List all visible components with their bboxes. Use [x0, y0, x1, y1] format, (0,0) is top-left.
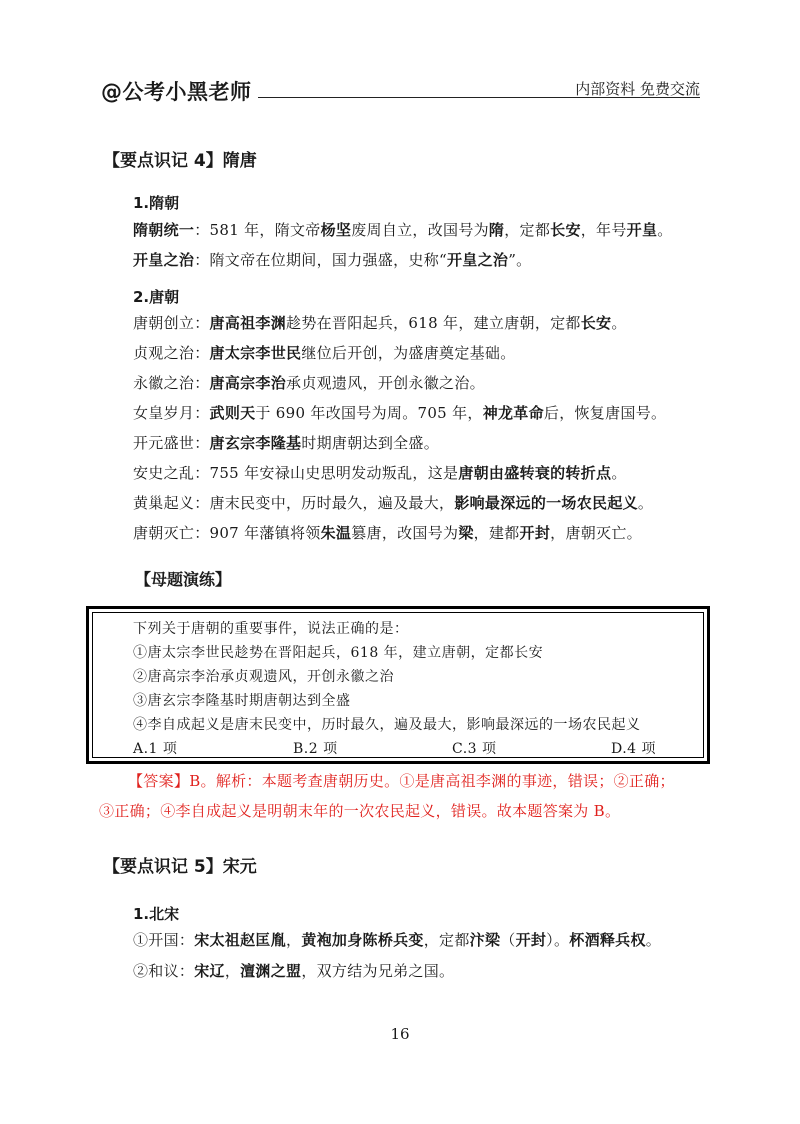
tang-line-5: 开元盛世：唐玄宗李隆基时期唐朝达到全盛。 — [133, 434, 440, 452]
header-tag: 内部资料 免费交流 — [575, 80, 700, 98]
exercise-option-c: C.3 项 — [452, 741, 497, 757]
section5-title: 【要点识记 5】宋元 — [103, 857, 257, 877]
song-line-1: ①开国：宋太祖赵匡胤，黄袍加身陈桥兵变，定都汴梁（开封）。杯酒释兵权。 — [133, 931, 662, 949]
answer-line-1: 【答案】B。解析：本题考查唐朝历史。①是唐高祖李渊的事迹，错误；②正确； — [128, 772, 675, 790]
tang-line-4: 女皇岁月：武则天于 690 年改国号为周。705 年，神龙革命后，恢复唐国号。 — [133, 404, 667, 422]
tang-line-6: 安史之乱：755 年安禄山史思明发动叛乱，这是唐朝由盛转衰的转折点。 — [133, 464, 627, 482]
exercise-item-1: ①唐太宗李世民趁势在晋阳起兵，618 年，建立唐朝，定都长安 — [133, 645, 544, 661]
tang-line-8: 唐朝灭亡：907 年藩镇将领朱温篡唐，改国号为梁，建都开封，唐朝灭亡。 — [133, 524, 642, 542]
tang-line-7: 黄巢起义：唐末民变中，历时最久，遍及最大，影响最深远的一场农民起义。 — [133, 494, 654, 512]
tang-line-2: 贞观之治：唐太宗李世民继位后开创，为盛唐奠定基础。 — [133, 344, 516, 362]
exercise-item-4: ④李自成起义是唐末民变中，历时最久，遍及最大，影响最深远的一场农民起义 — [133, 717, 641, 733]
practice-title: 【母题演练】 — [135, 570, 232, 589]
exercise-question: 下列关于唐朝的重要事件，说法正确的是： — [133, 621, 409, 637]
answer-line-2: ③正确；④李自成起义是明朝末年的一次农民起义，错误。故本题答案为 B。 — [99, 802, 621, 820]
exercise-item-2: ②唐高宗李治承贞观遗风，开创永徽之治 — [133, 669, 394, 685]
tang-line-3: 永徽之治：唐高宗李治承贞观遗风，开创永徽之治。 — [133, 374, 485, 392]
header-brand: @公考小黑老师 — [101, 80, 252, 104]
sui-line-1: 隋朝统一：581 年，隋文帝杨坚废周自立，改国号为隋，定都长安，年号开皇。 — [133, 221, 673, 239]
exercise-option-b: B.2 项 — [293, 741, 338, 757]
exercise-item-3: ③唐玄宗李隆基时期唐朝达到全盛 — [133, 693, 351, 709]
tang-line-1: 唐朝创立：唐高祖李渊趁势在晋阳起兵，618 年，建立唐朝，定都长安。 — [133, 314, 627, 332]
section4-title: 【要点识记 4】隋唐 — [103, 151, 257, 171]
page-number: 16 — [390, 1025, 410, 1043]
song-heading: 1.北宋 — [133, 905, 180, 923]
sui-line-2: 开皇之治：隋文帝在位期间，国力强盛，史称“开皇之治”。 — [133, 251, 532, 269]
exercise-option-d: D.4 项 — [611, 741, 657, 757]
exercise-option-a: A.1 项 — [133, 741, 178, 757]
tang-heading: 2.唐朝 — [133, 288, 180, 306]
sui-heading: 1.隋朝 — [133, 194, 180, 212]
song-line-2: ②和议：宋辽，澶渊之盟，双方结为兄弟之国。 — [133, 962, 455, 980]
